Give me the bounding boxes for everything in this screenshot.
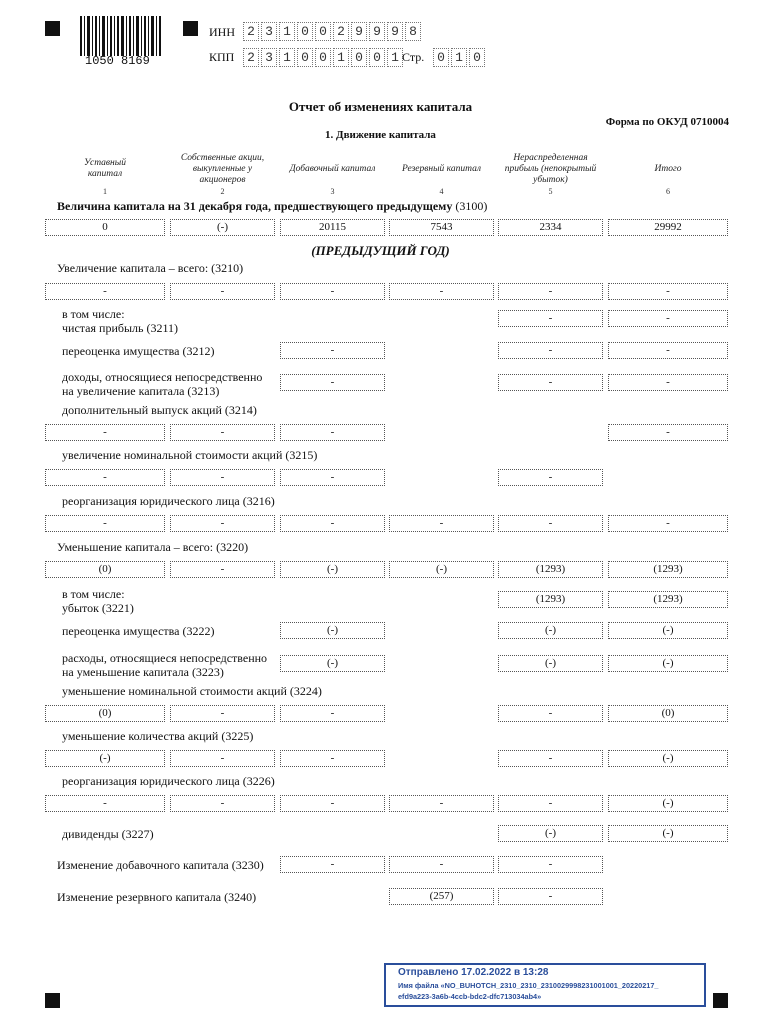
cell-3221-col5: (1293) bbox=[498, 591, 603, 608]
row-label-3230: Изменение добавочного капитала (3230) bbox=[57, 858, 264, 872]
cell-3211-col6: - bbox=[608, 310, 728, 327]
inn-digit: 2 bbox=[333, 22, 349, 41]
cell-3226-col6: (-) bbox=[608, 795, 728, 812]
cell-3220-col6: (1293) bbox=[608, 561, 728, 578]
page-cells bbox=[433, 48, 487, 67]
cell-3224-col1: (0) bbox=[45, 705, 165, 722]
column-header-2: Собственные акции, выкупленные у акционеров bbox=[180, 153, 265, 185]
row-label-3240: Изменение резервного капитала (3240) bbox=[57, 890, 257, 904]
cell-3100-col1: 0 bbox=[45, 219, 165, 236]
cell-3216-col3: - bbox=[280, 515, 385, 532]
cell-3214-col3: - bbox=[280, 424, 385, 441]
cell-3224-col6: (0) bbox=[608, 705, 728, 722]
cell-3213-col3: - bbox=[280, 374, 385, 391]
cell-3230-col3: - bbox=[280, 856, 385, 873]
column-header-5: Нераспределенная прибыль (непокрытый убыток) bbox=[504, 153, 597, 185]
page-digit: 0 bbox=[433, 48, 449, 67]
cell-3220-col5: (1293) bbox=[498, 561, 603, 578]
cell-3226-col2: - bbox=[170, 795, 275, 812]
cell-3210-col6: - bbox=[608, 283, 728, 300]
document-title: Отчет об изменениях капитала bbox=[288, 99, 473, 114]
kpp-cells bbox=[243, 48, 405, 67]
row-label-3216: реорганизация юридического лица (3216) bbox=[62, 494, 275, 508]
row-label-3213-line1: доходы, относящиеся непосредственно bbox=[62, 370, 263, 384]
inn-digit: 1 bbox=[279, 22, 295, 41]
cell-3213-col6: - bbox=[608, 374, 728, 391]
row-label-3100-text: Величина капитала на 31 декабря года, предшествующего предыдущему bbox=[57, 199, 453, 213]
cell-3100-col3: 20115 bbox=[280, 219, 385, 236]
cell-3220-col1: (0) bbox=[45, 561, 165, 578]
column-number-4: 4 bbox=[439, 187, 444, 196]
cell-3215-col3: - bbox=[280, 469, 385, 486]
row-label-3213 bbox=[62, 370, 262, 398]
row-label-3211 bbox=[62, 307, 178, 335]
row-label-3222: переоценка имущества (3222) bbox=[62, 624, 215, 638]
row-label-3223-line1: расходы, относящиеся непосредственно bbox=[62, 651, 268, 665]
cell-3215-col1: - bbox=[45, 469, 165, 486]
kpp-digit: 1 bbox=[333, 48, 349, 67]
form-code: Форма по ОКУД 0710004 bbox=[605, 116, 729, 128]
column-header-3: Добавочный капитал bbox=[289, 164, 376, 174]
row-label-3221-line2: убыток (3221) bbox=[62, 601, 134, 615]
column-number-6: 6 bbox=[666, 187, 670, 196]
barcode-image bbox=[80, 16, 164, 56]
column-number-1: 1 bbox=[103, 187, 107, 196]
row-label-3100 bbox=[57, 199, 487, 213]
column-number-3: 3 bbox=[330, 187, 335, 196]
cell-3100-col6: 29992 bbox=[608, 219, 728, 236]
cell-3224-col2: - bbox=[170, 705, 275, 722]
kpp-digit: 0 bbox=[351, 48, 367, 67]
column-number-2: 2 bbox=[220, 187, 225, 196]
cell-3223-col6: (-) bbox=[608, 655, 728, 672]
row-label-3210: Увеличение капитала – всего: (3210) bbox=[57, 261, 244, 275]
cell-3214-col2: - bbox=[170, 424, 275, 441]
cell-3226-col4: - bbox=[389, 795, 494, 812]
cell-3226-col3: - bbox=[280, 795, 385, 812]
inn-digit: 9 bbox=[387, 22, 403, 41]
row-label-3211-line2: чистая прибыль (3211) bbox=[62, 321, 179, 335]
corner-marker-bottom-right bbox=[713, 993, 728, 1008]
cell-3221-col6: (1293) bbox=[608, 591, 728, 608]
cell-3215-col2: - bbox=[170, 469, 275, 486]
corner-marker-top-center bbox=[183, 21, 198, 36]
barcode-number: 1050 8169 bbox=[85, 54, 150, 68]
cell-3211-col5: - bbox=[498, 310, 603, 327]
kpp-label: КПП bbox=[209, 50, 235, 64]
corner-marker-bottom-left bbox=[45, 993, 60, 1008]
corner-marker-top-left bbox=[45, 21, 60, 36]
cell-3240-col4: (257) bbox=[389, 888, 494, 905]
cell-3215-col5: - bbox=[498, 469, 603, 486]
cell-3213-col5: - bbox=[498, 374, 603, 391]
cell-3223-col5: (-) bbox=[498, 655, 603, 672]
cell-3216-col5: - bbox=[498, 515, 603, 532]
column-header-6: Итого bbox=[654, 164, 682, 174]
row-label-3227: дивиденды (3227) bbox=[62, 827, 154, 841]
cell-3212-col3: - bbox=[280, 342, 385, 359]
page-digit: 0 bbox=[469, 48, 485, 67]
cell-3225-col2: - bbox=[170, 750, 275, 767]
cell-3216-col6: - bbox=[608, 515, 728, 532]
cell-3225-col3: - bbox=[280, 750, 385, 767]
cell-3210-col4: - bbox=[389, 283, 494, 300]
period-heading: (ПРЕДЫДУЩИЙ ГОД) bbox=[311, 243, 450, 258]
column-number-5: 5 bbox=[548, 187, 553, 196]
stamp-file-line2: efd9a223-3a6b-4ccb-bdc2-dfc713034ab4» bbox=[398, 992, 542, 1001]
cell-3212-col5: - bbox=[498, 342, 603, 359]
cell-3226-col5: - bbox=[498, 795, 603, 812]
cell-3227-col6: (-) bbox=[608, 825, 728, 842]
page-label: Стр. bbox=[402, 50, 425, 64]
row-label-3212: переоценка имущества (3212) bbox=[62, 344, 215, 358]
cell-3100-col4: 7543 bbox=[389, 219, 494, 236]
cell-3220-col3: (-) bbox=[280, 561, 385, 578]
cell-3212-col6: - bbox=[608, 342, 728, 359]
cell-3225-col5: - bbox=[498, 750, 603, 767]
cell-3210-col2: - bbox=[170, 283, 275, 300]
stamp-sent-text: Отправлено 17.02.2022 в 13:28 bbox=[398, 967, 549, 978]
cell-3220-col2: - bbox=[170, 561, 275, 578]
inn-digit: 3 bbox=[261, 22, 277, 41]
cell-3216-col2: - bbox=[170, 515, 275, 532]
kpp-digit: 3 bbox=[261, 48, 277, 67]
inn-digit: 9 bbox=[351, 22, 367, 41]
cell-3225-col6: (-) bbox=[608, 750, 728, 767]
inn-digit: 8 bbox=[405, 22, 421, 41]
inn-digit: 2 bbox=[243, 22, 259, 41]
page-digit: 1 bbox=[451, 48, 467, 67]
kpp-digit: 1 bbox=[279, 48, 295, 67]
cell-3100-col2: (-) bbox=[170, 219, 275, 236]
submission-stamp bbox=[384, 963, 706, 1007]
kpp-digit: 0 bbox=[297, 48, 313, 67]
cell-3240-col5: - bbox=[498, 888, 603, 905]
cell-3230-col4: - bbox=[389, 856, 494, 873]
kpp-digit: 2 bbox=[243, 48, 259, 67]
cell-3210-col3: - bbox=[280, 283, 385, 300]
row-label-3221 bbox=[62, 587, 134, 615]
cell-3214-col1: - bbox=[45, 424, 165, 441]
cell-3210-col5: - bbox=[498, 283, 603, 300]
inn-digit: 0 bbox=[315, 22, 331, 41]
row-label-3214: дополнительный выпуск акций (3214) bbox=[62, 403, 257, 417]
inn-cells bbox=[243, 22, 423, 41]
cell-3210-col1: - bbox=[45, 283, 165, 300]
row-label-3225: уменьшение количества акций (3225) bbox=[62, 729, 254, 743]
column-header-1: Уставный капитал bbox=[84, 158, 126, 179]
cell-3222-col6: (-) bbox=[608, 622, 728, 639]
cell-3226-col1: - bbox=[45, 795, 165, 812]
row-label-3220: Уменьшение капитала – всего: (3220) bbox=[57, 540, 249, 554]
cell-3227-col5: (-) bbox=[498, 825, 603, 842]
column-header-4: Резервный капитал bbox=[402, 164, 481, 174]
row-label-3226: реорганизация юридического лица (3226) bbox=[62, 774, 275, 788]
cell-3223-col3: (-) bbox=[280, 655, 385, 672]
row-label-3215: увеличение номинальной стоимости акций (3215) bbox=[62, 448, 318, 462]
row-code-3100: (3100) bbox=[455, 199, 488, 213]
inn-digit: 9 bbox=[369, 22, 385, 41]
kpp-digit: 0 bbox=[369, 48, 385, 67]
section-title: 1. Движение капитала bbox=[325, 129, 436, 141]
stamp-file-line1: Имя файла «NO_BUHOTCH_2310_2310_2310029998231001001_20220217_ bbox=[398, 981, 659, 990]
row-label-3213-line2: на увеличение капитала (3213) bbox=[62, 384, 220, 398]
cell-3220-col4: (-) bbox=[389, 561, 494, 578]
cell-3214-col6: - bbox=[608, 424, 728, 441]
cell-3100-col5: 2334 bbox=[498, 219, 603, 236]
kpp-digit: 1 bbox=[387, 48, 403, 67]
row-label-3224: уменьшение номинальной стоимости акций (3224) bbox=[62, 684, 322, 698]
row-label-3221-line1: в том числе: bbox=[62, 587, 125, 601]
cell-3222-col5: (-) bbox=[498, 622, 603, 639]
cell-3224-col3: - bbox=[280, 705, 385, 722]
cell-3222-col3: (-) bbox=[280, 622, 385, 639]
row-label-3223-line2: на уменьшение капитала (3223) bbox=[62, 665, 224, 679]
cell-3216-col1: - bbox=[45, 515, 165, 532]
inn-label: ИНН bbox=[209, 25, 235, 39]
kpp-digit: 0 bbox=[315, 48, 331, 67]
cell-3225-col1: (-) bbox=[45, 750, 165, 767]
row-label-3211-line1: в том числе: bbox=[62, 307, 125, 321]
inn-digit: 0 bbox=[297, 22, 313, 41]
cell-3224-col5: - bbox=[498, 705, 603, 722]
cell-3230-col5: - bbox=[498, 856, 603, 873]
row-label-3223 bbox=[62, 651, 267, 679]
cell-3216-col4: - bbox=[389, 515, 494, 532]
